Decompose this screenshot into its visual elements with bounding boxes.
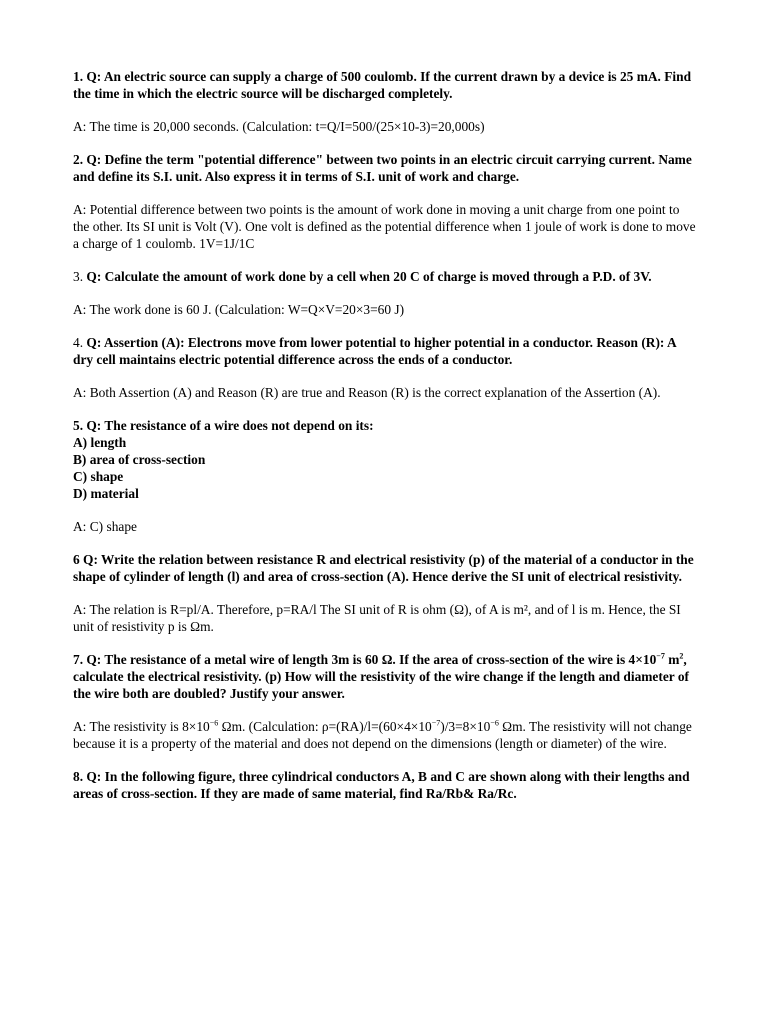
question-8-block (73, 768, 698, 802)
question-2: 2. Q: Define the term "potential difference" between two points in an electric circuit carrying current. Name and define its S.I. unit. Also express it in terms of S.I. unit of work and charge. (73, 152, 692, 184)
question-4-block (73, 334, 698, 401)
question-7-text-2: m (664, 652, 680, 667)
question-1: 1. Q: An electric source can supply a charge of 500 coulomb. If the current drawn by a device is 25 mA. Find the time in which the electric source will be discharged completely. (73, 69, 692, 101)
option-d: D) material (73, 486, 139, 501)
answer-2: A: Potential difference between two points is the amount of work done in moving a unit charge from one point to the other. Its SI unit is Volt (V). One volt is defined as the potential difference when 1 joule of work is done to move a charge of 1 coulomb. 1V=1J/1C (73, 202, 696, 251)
question-1-block (73, 68, 698, 135)
question-6: 6 Q: Write the relation between resistance R and electrical resistivity (p) of the material of a conductor in the shape of cylinder of length (l) and area of cross-section (A). Hence derive the SI unit of electrical resistivity. (73, 552, 694, 584)
answer-6: A: The relation is R=pl/A. Therefore, p=RA/l The SI unit of R is ohm (Ω), of A is m², and of l is m. Hence, the SI unit of resistivity p is Ωm. (73, 602, 681, 634)
answer-7-exponent-2: −7 (431, 718, 441, 728)
question-5-text: 5. Q: The resistance of a wire does not depend on its: (73, 418, 374, 433)
answer-4: A: Both Assertion (A) and Reason (R) are true and Reason (R) is the correct explanation of the Assertion (A). (73, 385, 661, 400)
question-5-block (73, 417, 698, 535)
answer-7 (73, 718, 698, 752)
answer-7-text-1: A: The resistivity is 8×10 (73, 719, 210, 734)
question-6-block (73, 551, 698, 635)
option-a: A) length (73, 435, 127, 450)
question-3-block (73, 268, 698, 318)
question-7-exponent-2: 2 (679, 651, 684, 661)
option-c: C) shape (73, 469, 124, 484)
option-b: B) area of cross-section (73, 452, 206, 467)
answer-7-exponent-1: −6 (209, 718, 219, 728)
answer-1: A: The time is 20,000 seconds. (Calculation: t=Q/I=500/(25×10-3)=20,000s) (73, 119, 485, 134)
answer-7-text-2: Ωm. (Calculation: ρ=(RA)/l=(60×4×10 (218, 719, 432, 734)
question-7-exponent-1: −7 (656, 651, 665, 661)
question-7-text-1: 7. Q: The resistance of a metal wire of length 3m is 60 Ω. If the area of cross-section of the wire is 4×10 (73, 652, 657, 667)
answer-7-text-4: Ωm. The resistivity will not change because it is a property of the material and does not depend on the dimensions (length or diameter) of the wire. (73, 719, 692, 751)
question-4-number: 4. (73, 335, 84, 350)
question-3 (73, 268, 698, 285)
question-3-text: Q: Calculate the amount of work done by a cell when 20 C of charge is moved through a P.D. of 3V. (86, 269, 652, 284)
answer-3: A: The work done is 60 J. (Calculation: W=Q×V=20×3=60 J) (73, 302, 405, 317)
question-7-text-3: , calculate the electrical resistivity. (p) How will the resistivity of the wire change if the length and diameter of the wire both are doubled? Justify your answer. (73, 652, 689, 701)
question-7-block (73, 651, 698, 752)
question-4-text: Q: Assertion (A): Electrons move from lower potential to higher potential in a conductor. Reason (R): A dry cell maintains electric potential difference across the ends of a conductor. (73, 335, 676, 367)
question-8: 8. Q: In the following figure, three cylindrical conductors A, B and C are shown along with their lengths and areas of cross-section. If they are made of same material, find Ra/Rb& Ra/Rc. (73, 769, 690, 801)
answer-5: A: C) shape (73, 519, 137, 534)
question-5 (73, 417, 698, 502)
answer-7-text-3: )/3=8×10 (440, 719, 491, 734)
question-4 (73, 334, 698, 368)
question-3-number: 3. (73, 269, 84, 284)
answer-7-exponent-3: −6 (490, 718, 499, 728)
question-7 (73, 651, 698, 702)
question-2-block (73, 151, 698, 252)
